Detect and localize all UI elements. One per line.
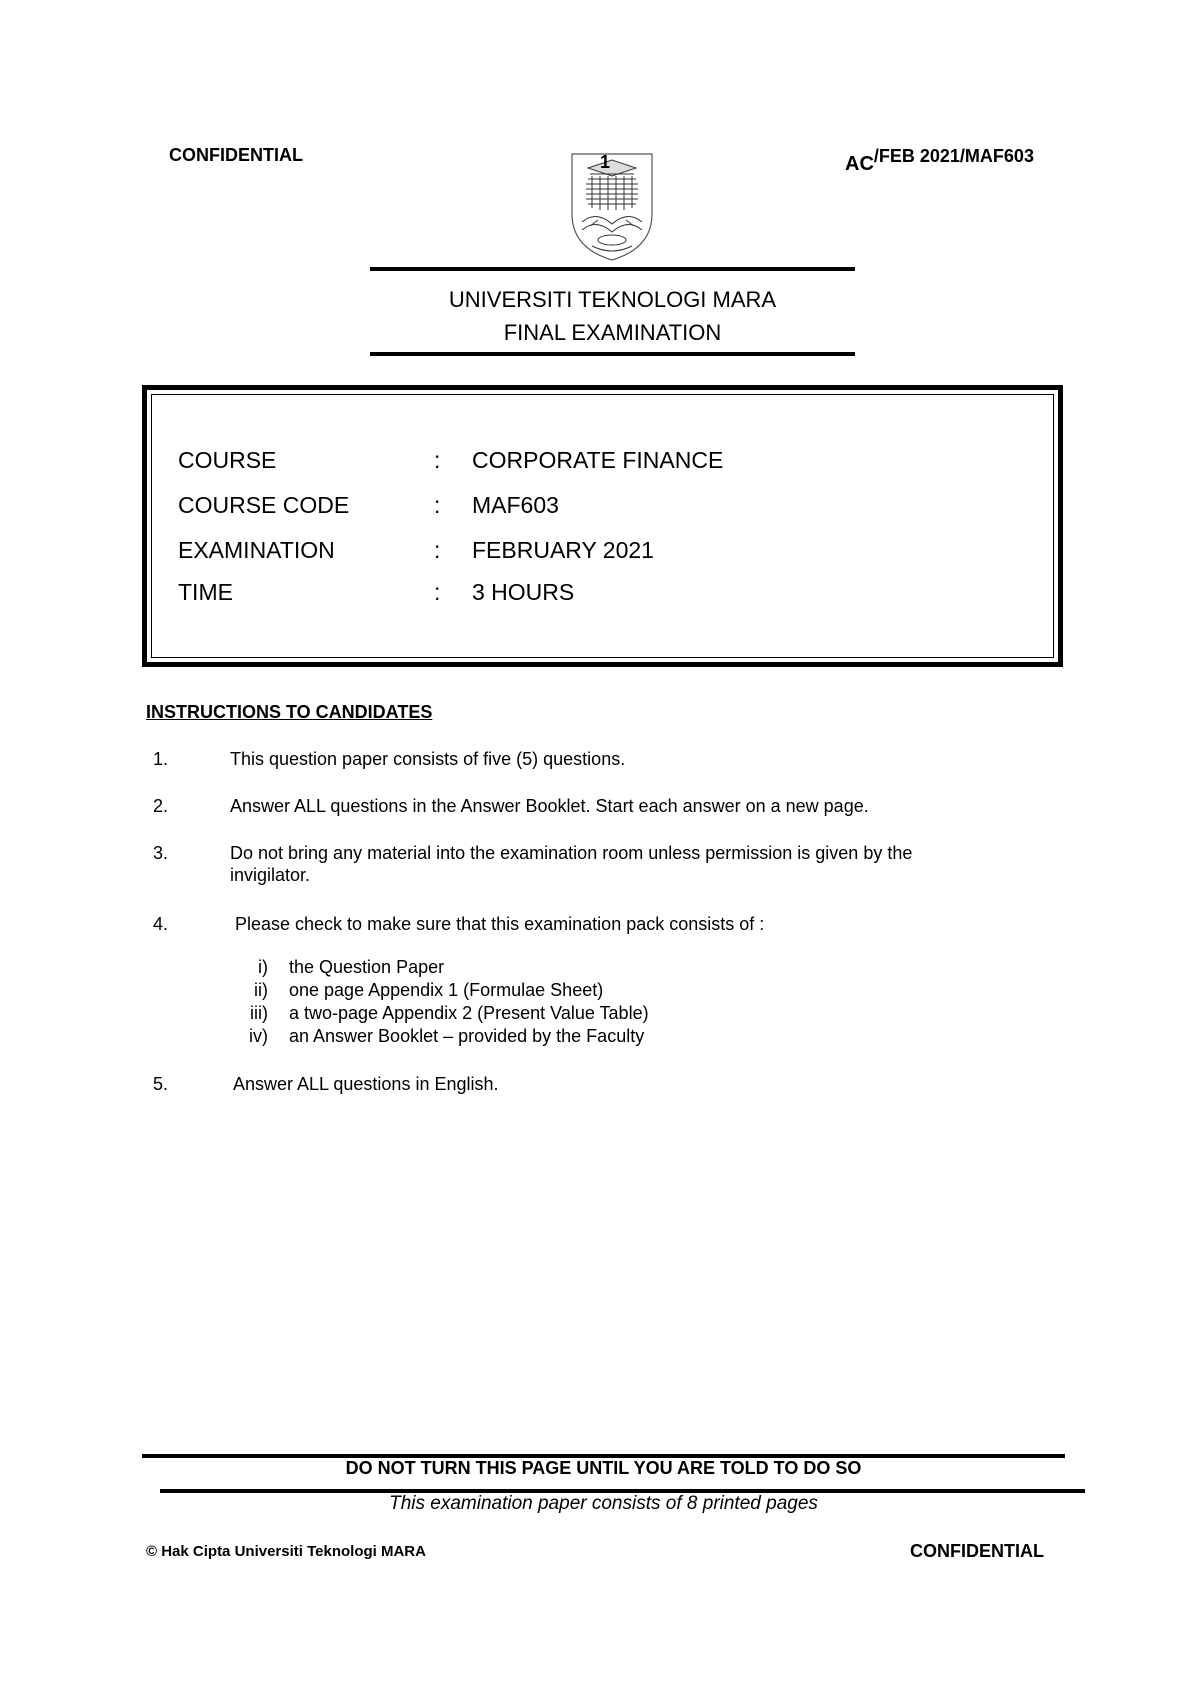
instruction-text: Answer ALL questions in the Answer Booklet. Start each answer on a new page. [230, 796, 869, 816]
university-crest-icon [568, 152, 656, 262]
instruction-number: 5. [153, 1074, 169, 1094]
instruction-number: 1. [153, 749, 169, 769]
instruction-text: Answer ALL questions in English. [233, 1074, 499, 1094]
course-label: COURSE [178, 447, 277, 473]
pack-item-number: iv) [249, 1026, 268, 1046]
title-rule-top [370, 267, 855, 271]
pack-item-number: ii) [254, 980, 268, 1000]
pack-item-text: one page Appendix 1 (Formulae Sheet) [289, 980, 604, 1000]
do-not-turn-warning: DO NOT TURN THIS PAGE UNTIL YOU ARE TOLD TO DO SO [345, 1458, 862, 1478]
pack-item-number: i) [258, 957, 268, 977]
university-title [370, 283, 855, 349]
pack-item-text: an Answer Booklet – provided by the Faculty [289, 1026, 645, 1046]
title-rule-bottom [370, 352, 855, 356]
instruction-number: 4. [153, 914, 169, 934]
course-separator: : [434, 447, 441, 473]
examination-value: FEBRUARY 2021 [472, 537, 654, 563]
instruction-number: 3. [153, 843, 169, 863]
pack-item-text: the Question Paper [289, 957, 445, 977]
header-exam-code [845, 145, 1034, 175]
examination-label: EXAMINATION [178, 537, 335, 563]
footer-confidential: CONFIDENTIAL [910, 1541, 1044, 1561]
pack-item-text: a two-page Appendix 2 (Present Value Table) [289, 1003, 649, 1023]
instruction-text: This question paper consists of five (5) questions. [230, 749, 626, 769]
copyright-notice: © Hak Cipta Universiti Teknologi MARA [146, 1543, 426, 1560]
time-value: 3 HOURS [472, 579, 575, 605]
page-number: 1 [600, 152, 611, 172]
instruction-number: 2. [153, 796, 169, 816]
printed-pages-note: This examination paper consists of 8 printed pages [389, 1493, 818, 1514]
instruction-text: Please check to make sure that this examination pack consists of : [235, 914, 765, 934]
course-info-box [142, 385, 1063, 667]
exam-code-suffix: /FEB 2021/MAF603 [873, 146, 1034, 166]
time-label: TIME [178, 579, 233, 605]
course-code-label: COURSE CODE [178, 492, 350, 518]
course-code-value: MAF603 [472, 492, 559, 518]
exam-type: FINAL EXAMINATION [503, 320, 722, 345]
time-separator: : [434, 579, 441, 605]
exam-code-prefix: AC [845, 153, 874, 175]
university-name: UNIVERSITI TEKNOLOGI MARA [448, 287, 777, 312]
header-confidential-left: CONFIDENTIAL [169, 145, 303, 165]
instruction-text: Do not bring any material into the examination room unless permission is given by the [230, 843, 913, 863]
pack-item-number: iii) [250, 1003, 268, 1023]
examination-separator: : [434, 537, 441, 563]
instruction-text-continued: invigilator. [230, 865, 311, 885]
course-value: CORPORATE FINANCE [472, 447, 724, 473]
course-code-separator: : [434, 492, 441, 518]
instructions-heading: INSTRUCTIONS TO CANDIDATES [146, 702, 433, 722]
